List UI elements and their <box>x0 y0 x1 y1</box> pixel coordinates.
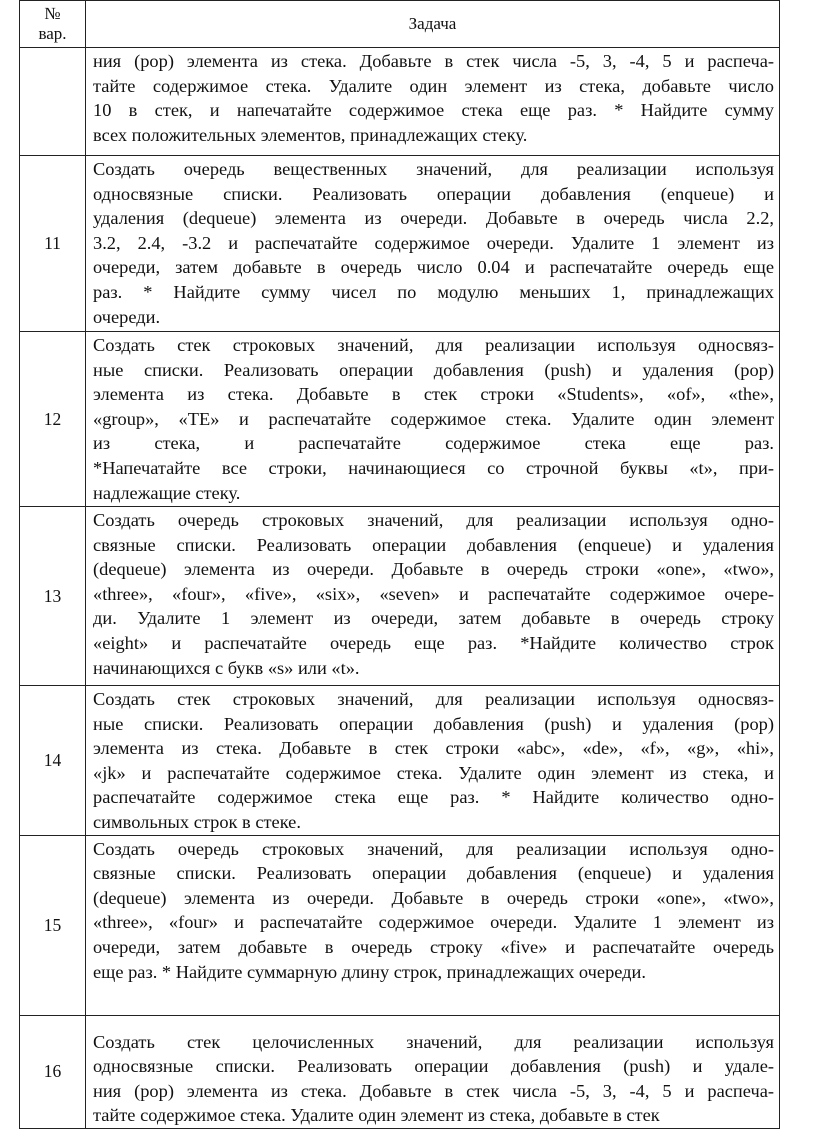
task-text-line: надлежащие стеку. <box>93 482 241 503</box>
task-text-line: «eight» и распечатайте очередь еще раз. *Найдите количество строк <box>93 632 774 653</box>
task-table <box>19 0 780 1129</box>
task-text-line: очереди. <box>93 306 161 327</box>
header-row <box>20 1 780 48</box>
task-text-line: Создать стек целочисленных значений, для реализации используя <box>93 1031 774 1052</box>
task-text-line: ди. Удалите 1 элемент из очереди, затем добавьте в очередь строку <box>93 608 774 629</box>
task-text-line: ния (pop) элемента из стека. Добавьте в стек числа -5, 3, -4, 5 и распеча- <box>93 1080 774 1101</box>
task-text-line: элемента из стека. Добавьте в стек строки «Students», «of», «the», <box>93 384 774 405</box>
variant-number: 11 <box>20 156 86 332</box>
task-text <box>86 835 780 1015</box>
task-text-line: «three», «four» и распечатайте содержимое очереди. Удалите 1 элемент из <box>93 912 774 933</box>
task-text <box>86 156 780 332</box>
task-text-line: «group», «TE» и распечатайте содержимое стека. Удалите один элемент <box>93 408 774 429</box>
variant-number: 15 <box>20 835 86 1015</box>
task-text-line: Создать очередь строковых значений, для реализации используя одно- <box>93 510 774 530</box>
task-text-line: *Напечатайте все строки, начинающиеся со строчной буквы «t», при- <box>93 457 774 478</box>
task-text-line: распечатайте содержимое стека еще раз. * Найдите количество одно- <box>93 787 774 808</box>
task-row <box>20 48 780 156</box>
task-text-line: удаления (dequeue) элемента из очереди. Добавьте в очередь числа 2.2, <box>93 208 774 229</box>
task-text-line: очереди, затем добавьте в очередь число 0.04 и распечатайте очередь еще <box>93 257 774 278</box>
task-rows <box>20 48 780 1129</box>
task-text-line: элемента из стека. Добавьте в стек строки «abc», «de», «f», «g», «hi», <box>93 738 774 759</box>
task-text-line: 10 в стек, и напечатайте содержимое стека еще раз. * Найдите сумму <box>93 100 774 121</box>
task-text-line: 3.2, 2.4, -3.2 и распечатайте содержимое очереди. Удалите 1 элемент из <box>93 232 774 253</box>
variant-number-header <box>20 1 86 48</box>
task-text <box>86 1015 780 1128</box>
variant-number <box>20 48 86 156</box>
variant-number: 12 <box>20 332 86 507</box>
task-text-line: из стека, и распечатайте содержимое стека еще раз. <box>93 433 774 454</box>
task-text-line: (dequeue) элемента из очереди. Добавьте в очередь строки «one», «two», <box>93 887 774 908</box>
task-text-line: ные списки. Реализовать операции добавления (push) и удаления (pop) <box>93 713 774 734</box>
task-text-line: очереди, затем добавьте в очередь строку «five» и распечатайте очередь <box>93 936 774 957</box>
task-text-line: связные списки. Реализовать операции добавления (enqueue) и удаления <box>93 863 774 884</box>
variant-number: 13 <box>20 507 86 686</box>
task-text-line: односвязные списки. Реализовать операции добавления (push) и удале- <box>93 1056 774 1077</box>
task-text <box>86 507 780 686</box>
task-row <box>20 1015 780 1128</box>
task-text-line: тайте содержимое стека. Удалите один элемент из стека, добавьте в стек <box>93 1105 660 1126</box>
task-text-line: Создать очередь вещественных значений, для реализации используя <box>93 159 774 179</box>
task-text-line: Создать стек строковых значений, для реализации используя односвяз- <box>93 689 774 709</box>
task-row <box>20 835 780 1015</box>
task-header: Задача <box>86 1 780 48</box>
task-row <box>20 686 780 836</box>
task-text-line: ные списки. Реализовать операции добавления (push) и удаления (pop) <box>93 359 774 380</box>
task-row <box>20 332 780 507</box>
task-text-line: связные списки. Реализовать операции добавления (enqueue) и удаления <box>93 534 774 555</box>
task-text-line: (dequeue) элемента из очереди. Добавьте в очередь строки «one», «two», <box>93 559 774 580</box>
task-text <box>86 686 780 836</box>
task-text-line: тайте содержимое стека. Удалите один элемент из стека, добавьте число <box>93 75 774 96</box>
task-text-line: «jk» и распечатайте содержимое стека. Удалите один элемент из стека, и <box>93 762 774 783</box>
task-text <box>86 48 780 156</box>
task-text <box>86 332 780 507</box>
task-text-line: ния (pop) элемента из стека. Добавьте в стек числа -5, 3, -4, 5 и распеча- <box>93 51 774 71</box>
variant-number: 14 <box>20 686 86 836</box>
variant-number: 16 <box>20 1015 86 1128</box>
task-text-line: Создать очередь строковых значений, для реализации используя одно- <box>93 838 774 859</box>
task-text-line: раз. * Найдите сумму чисел по модулю меньших 1, принадлежащих <box>93 281 774 302</box>
task-text-line: односвязные списки. Реализовать операции добавления (enqueue) и <box>93 183 774 204</box>
task-row <box>20 507 780 686</box>
variant-number-header-label: вар. <box>38 24 67 43</box>
task-text-line: еще раз. * Найдите суммарную длину строк, принадлежащих очереди. <box>93 961 646 982</box>
task-text-line: всех положительных элементов, принадлежащих стеку. <box>93 124 528 145</box>
task-row <box>20 156 780 332</box>
task-text-line: символьных строк в стеке. <box>93 811 301 832</box>
task-text-line: Создать стек строковых значений, для реализации используя односвяз- <box>93 335 774 355</box>
task-text-line: начинающихся с букв «s» или «t». <box>93 657 360 678</box>
variant-number-header-symbol: № <box>44 4 61 23</box>
task-text-line: «three», «four», «five», «six», «seven» и распечатайте содержимое очере- <box>93 583 774 604</box>
